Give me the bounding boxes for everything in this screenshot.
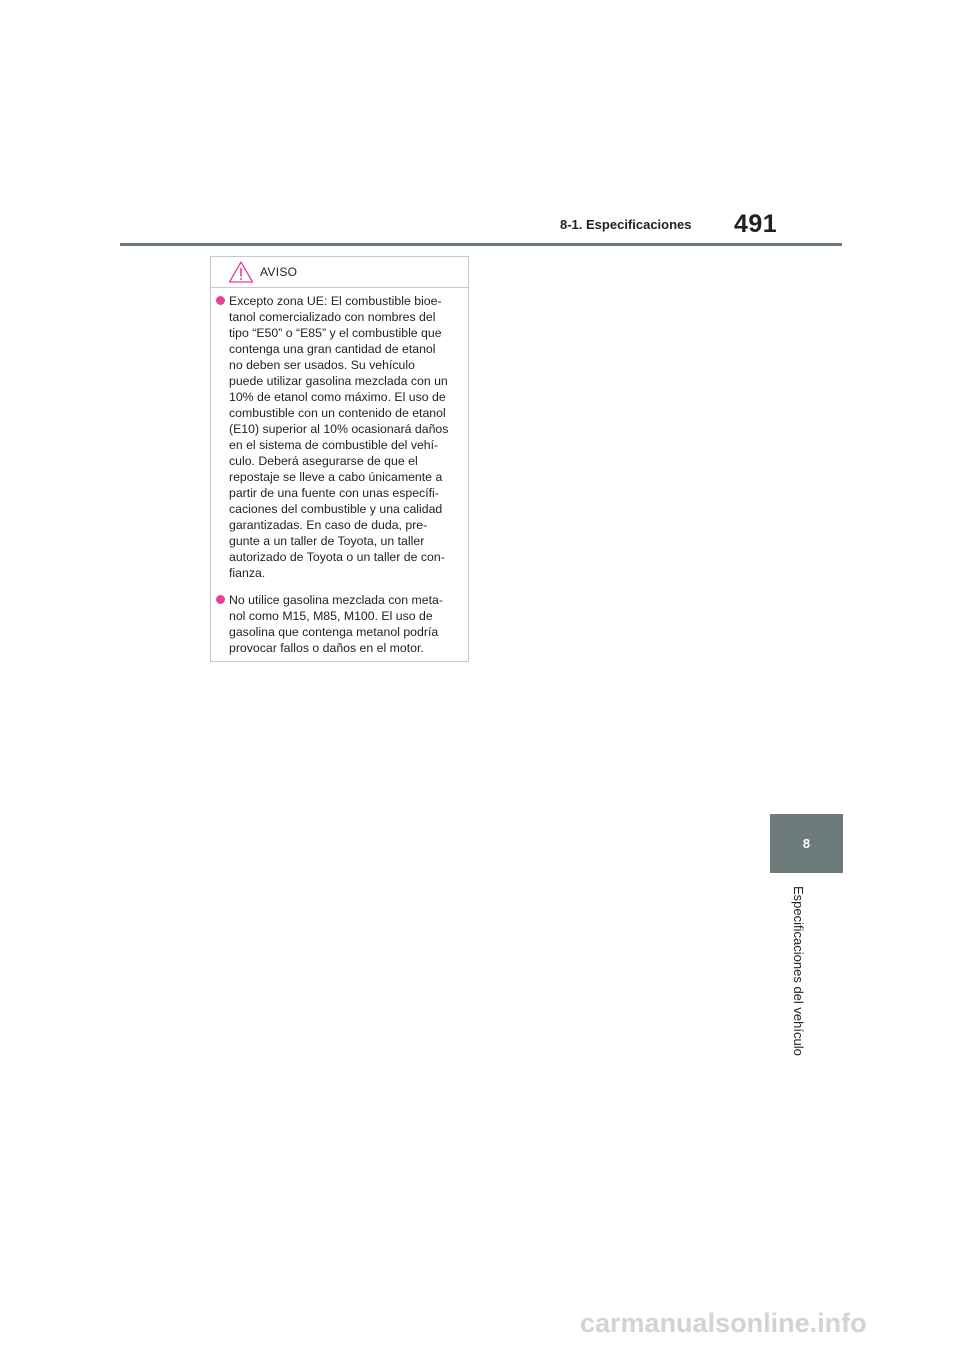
warning-text-line: 10% de etanol como máximo. El uso de <box>229 390 446 404</box>
warning-text-line: no deben ser usados. Su vehículo <box>229 358 415 372</box>
warning-text-line: (E10) superior al 10% ocasionará daños <box>229 422 449 436</box>
chapter-number: 8 <box>802 836 811 851</box>
warning-text-line: provocar fallos o daños en el motor. <box>229 641 424 655</box>
bullet-icon <box>216 296 225 305</box>
warning-text-line: nol como M15, M85, M100. El uso de <box>229 609 433 623</box>
section-title: 8-1. Especificaciones <box>560 217 692 232</box>
page-number: 491 <box>734 210 778 238</box>
warning-text-line: caciones del combustible y una calidad <box>229 502 443 516</box>
bullet-icon <box>216 595 225 604</box>
warning-triangle-icon <box>228 260 254 284</box>
chapter-side-title: Especificaciones del vehículo <box>791 886 806 1056</box>
warning-label: AVISO <box>260 265 298 279</box>
warning-title-bar <box>211 257 468 288</box>
chapter-tab <box>770 814 843 873</box>
warning-text-line: culo. Deberá asegurarse de que el <box>229 454 418 468</box>
warning-text-line: No utilice gasolina mezclada con meta- <box>229 593 443 607</box>
warning-text-line: tipo “E50” o “E85” y el combustible que <box>229 326 442 340</box>
warning-text-line: Excepto zona UE: El combustible bioe- <box>229 294 442 308</box>
watermark: carmanualsonline.info <box>580 1308 867 1338</box>
warning-text-line: garantizadas. En caso de duda, pre- <box>229 518 428 532</box>
warning-text-line: en el sistema de combustible del vehí- <box>229 438 439 452</box>
warning-text-line: combustible con un contenido de etanol <box>229 406 446 420</box>
warning-text-line: gunte a un taller de Toyota, un taller <box>229 534 425 548</box>
warning-text-line: tanol comercializado con nombres del <box>229 310 436 324</box>
warning-list-item <box>216 293 463 581</box>
warning-box <box>210 256 469 662</box>
warning-text-line: puede utilizar gasolina mezclada con un <box>229 374 448 388</box>
warning-text-line: autorizado de Toyota o un taller de con- <box>229 550 445 564</box>
header-divider <box>120 243 842 246</box>
warning-text-line: fianza. <box>229 566 266 580</box>
warning-list-item <box>216 592 463 656</box>
warning-items <box>216 293 463 667</box>
warning-text-line: repostaje se lleve a cabo únicamente a <box>229 470 443 484</box>
warning-text-line: gasolina que contenga metanol podría <box>229 625 439 639</box>
warning-text-line: partir de una fuente con unas específi- <box>229 486 439 500</box>
warning-text-line: contenga una gran cantidad de etanol <box>229 342 436 356</box>
